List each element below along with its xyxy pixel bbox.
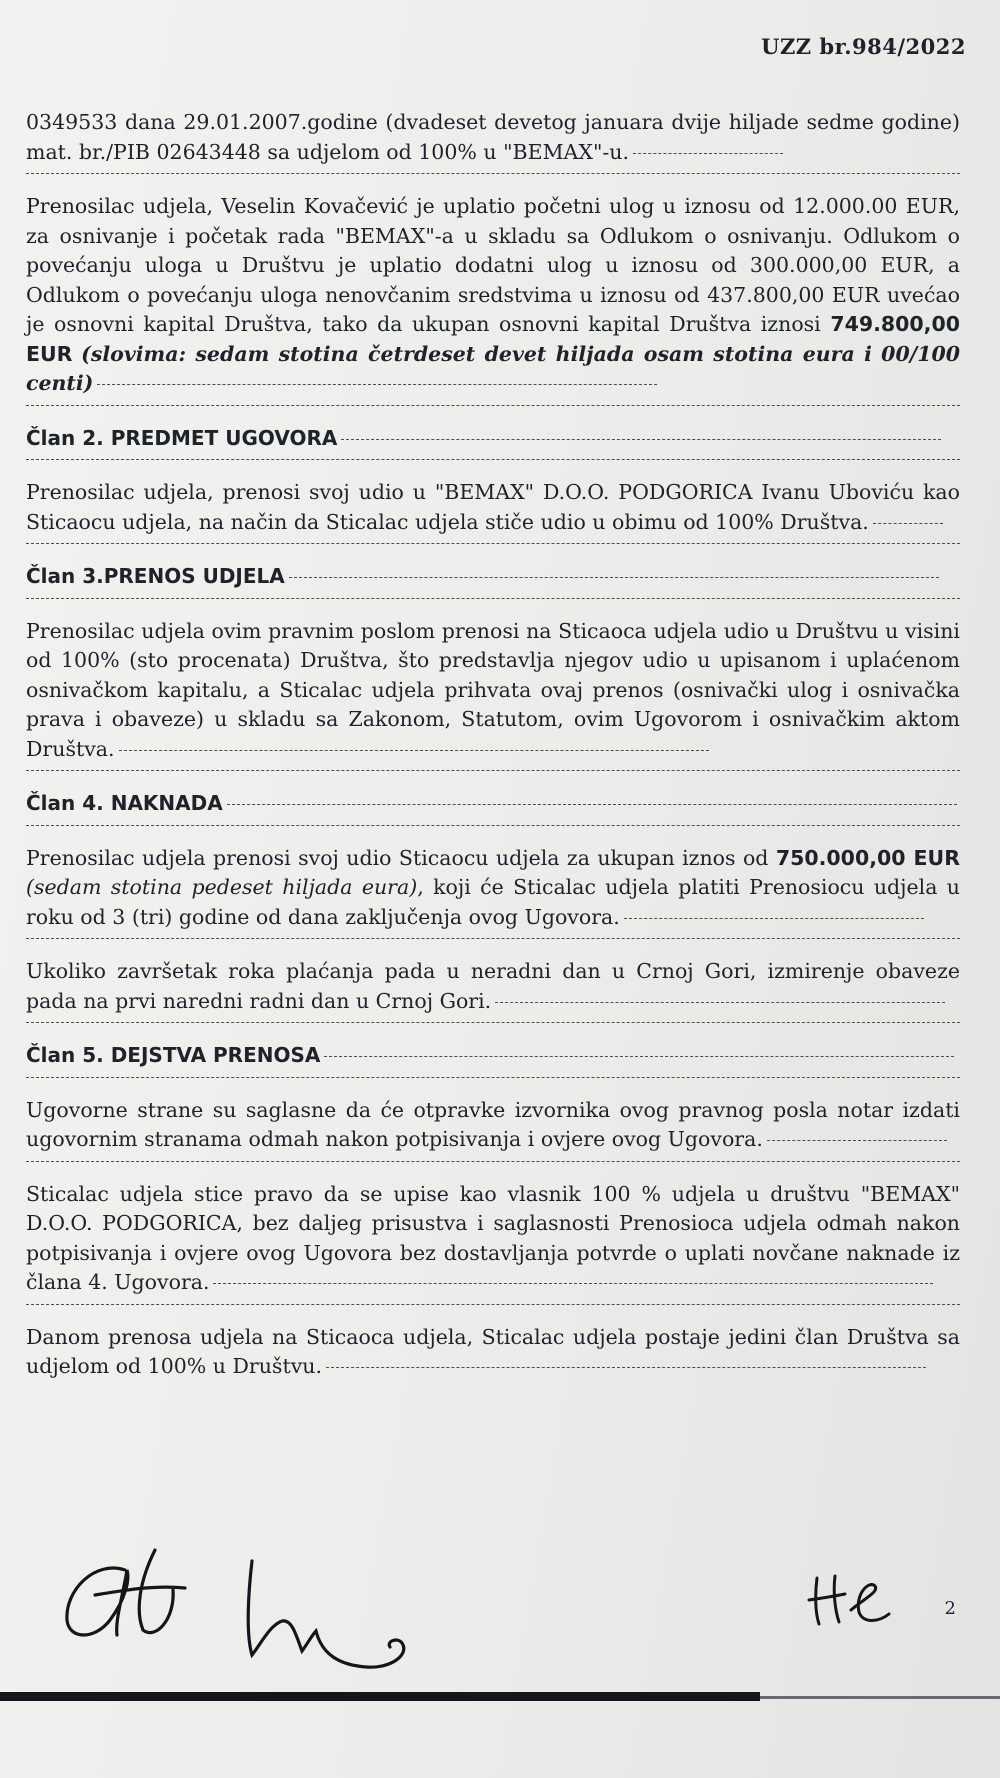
article-5-text-2: Sticalac udjela stice pravo da se upise kao vlasnik 100 % udjela u društvu "BEMAX" D.O.O. PODGORICA, bez daljeg prisustva i saglasnosti Prenosioca udjela odmah nakon potpisivanja i ovjere ovog Ugovora bez dostavljanja potvrde o uplati novčane naknade iz člana 4. Ugovora. [26, 1181, 960, 1294]
dash-line [26, 938, 960, 939]
dash-line [26, 598, 960, 599]
article-4-text-2: Ukoliko završetak roka plaćanja pada u neradni dan u Crnoj Gori, izmirenje obaveze pada na prvi naredni radni dan u Crnoj Gori. [26, 959, 960, 1013]
capital-amount-words: (slovima: sedam stotina četrdeset devet hiljada osam stotina eura i 00/100 centi) [26, 341, 960, 395]
dash-line [26, 543, 960, 544]
intro-paragraph: 0349533 dana 29.01.2007.godine (dvadeset devetog januara dvije hiljade sedme godine) mat. br./PIB 02643448 sa udjelom od 100% u "BEMAX"-u. [26, 110, 960, 164]
signature-left [55, 1540, 225, 1650]
dash-line [26, 405, 960, 406]
dash-line [26, 459, 960, 460]
dash-line [26, 825, 960, 826]
article-5-heading: Član 5. DEJSTVA PRENOSA [26, 1041, 960, 1071]
page-number: 2 [944, 1598, 956, 1619]
document-body [26, 108, 960, 1382]
dash-line [26, 1022, 960, 1023]
article-4-heading: Član 4. NAKNADA [26, 789, 960, 819]
fee-amount: 750.000,00 EUR [775, 845, 960, 870]
article-4-text: Prenosilac udjela prenosi svoj udio Sticaocu udjela za ukupan iznos od 750.000,00 EUR (sedam stotina pedeset hiljada eura), koji će Sticalac udjela platiti Prenosiocu udjela u roku od 3 (tri) godine od dana zaključenja ovog Ugovora. [26, 845, 960, 929]
dash-line [26, 1304, 960, 1305]
article-3-heading: Član 3.PRENOS UDJELA [26, 562, 960, 592]
capital-amount: 749.800,00 EUR [26, 312, 960, 366]
fee-amount-words: (sedam stotina pedeset hiljada eura) [26, 875, 418, 899]
article-5-text-3: Danom prenosa udjela na Sticaoca udjela, Sticalac udjela postaje jedini član Društva sa udjelom od 100% u Društvu. [26, 1324, 960, 1378]
dash-line [26, 1077, 960, 1078]
dash-line [26, 770, 960, 771]
dash-line [26, 1161, 960, 1162]
article-3-text: Prenosilac udjela ovim pravnim poslom prenosi na Sticaoca udjela udio u Društvu u visini od 100% (sto procenata) Društva, što predstavlja njegov udio u upisanom i uplaćenom osnivačkom kapitalu, a Sticalac udjela prihvata ovaj prenos (osnivački ulog i osnivačka prava i obaveze) u skladu sa Zakonom, Statutom, ovim Ugovorom i osnivačkim aktom Društva. [26, 618, 960, 761]
bottom-rule [0, 1692, 760, 1701]
signature-middle [240, 1555, 460, 1685]
document-reference: UZZ br.984/2022 [761, 34, 966, 59]
signature-right [805, 1570, 895, 1630]
capital-paragraph: Prenosilac udjela, Veselin Kovačević je uplatio početni ulog u iznosu od 12.000.00 EUR, za osnivanje i početak rada "BEMAX"-a u skladu sa Odlukom o osnivanju. Odlukom o povećanju uloga u Društvu je uplatio dodatni ulog u iznosu od 300.000,00 EUR, a Odlukom o povećanju uloga nenovčanim sredstvima u iznosu od 437.800,00 EUR uvećao je osnovni kapital Društva, tako da ukupan osnovni kapital Društva iznosi 749.800,00 EUR (slovima: sedam stotina četrdeset devet hiljada osam stotina eura i 00/100 centi) [26, 194, 960, 395]
article-5-text-1: Ugovorne strane su saglasne da će otpravke izvornika ovog pravnog posla notar izdati ugovornim stranama odmah nakon potpisivanja i ovjere ovog Ugovora. [26, 1097, 960, 1151]
article-2-text: Prenosilac udjela, prenosi svoj udio u "BEMAX" D.O.O. PODGORICA Ivanu Uboviću kao Sticaocu udjela, na način da Sticalac udjela stiče udio u obimu od 100% Društva. [26, 480, 960, 534]
dash-line [26, 173, 960, 174]
bottom-rule-thin [760, 1696, 1000, 1699]
article-2-heading: Član 2. PREDMET UGOVORA [26, 424, 960, 454]
